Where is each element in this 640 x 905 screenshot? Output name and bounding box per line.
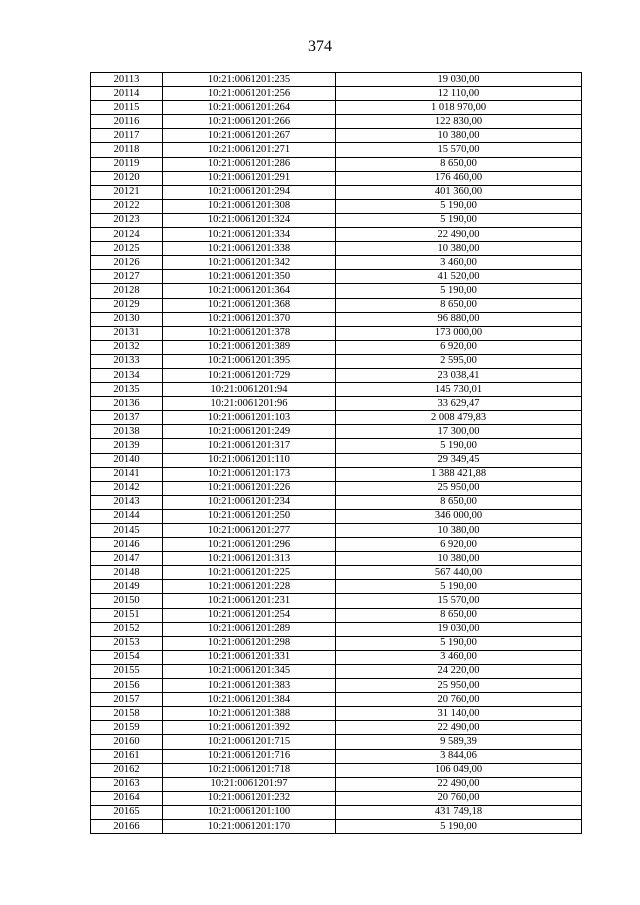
cadastral-value-cell: 33 629,47 bbox=[336, 397, 582, 411]
table-row bbox=[91, 453, 582, 467]
cadastral-value-cell: 9 589,39 bbox=[336, 735, 582, 749]
cadastral-number-cell: 10:21:0061201:384 bbox=[163, 693, 336, 707]
cadastral-value-cell: 20 760,00 bbox=[336, 791, 582, 805]
table-row bbox=[91, 524, 582, 538]
table-row bbox=[91, 608, 582, 622]
row-number-cell: 20132 bbox=[91, 340, 163, 354]
cadastral-number-cell: 10:21:0061201:392 bbox=[163, 721, 336, 735]
table-row bbox=[91, 425, 582, 439]
row-number-cell: 20157 bbox=[91, 693, 163, 707]
page-number: 374 bbox=[308, 38, 332, 55]
cadastral-value-cell: 3 460,00 bbox=[336, 256, 582, 270]
row-number-cell: 20131 bbox=[91, 326, 163, 340]
row-number-cell: 20162 bbox=[91, 763, 163, 777]
table-row bbox=[91, 693, 582, 707]
cadastral-number-cell: 10:21:0061201:716 bbox=[163, 749, 336, 763]
cadastral-number-cell: 10:21:0061201:94 bbox=[163, 383, 336, 397]
row-number-cell: 20154 bbox=[91, 650, 163, 664]
cadastral-value-cell: 2 008 479,83 bbox=[336, 411, 582, 425]
row-number-cell: 20121 bbox=[91, 185, 163, 199]
row-number-cell: 20160 bbox=[91, 735, 163, 749]
cadastral-number-cell: 10:21:0061201:289 bbox=[163, 622, 336, 636]
table-row bbox=[91, 749, 582, 763]
row-number-cell: 20140 bbox=[91, 453, 163, 467]
cadastral-value-cell: 106 049,00 bbox=[336, 763, 582, 777]
cadastral-value-cell: 8 650,00 bbox=[336, 495, 582, 509]
cadastral-value-cell: 5 190,00 bbox=[336, 580, 582, 594]
cadastral-number-cell: 10:21:0061201:250 bbox=[163, 509, 336, 523]
row-number-cell: 20161 bbox=[91, 749, 163, 763]
table-row bbox=[91, 777, 582, 791]
cadastral-number-cell: 10:21:0061201:96 bbox=[163, 397, 336, 411]
cadastral-number-cell: 10:21:0061201:100 bbox=[163, 805, 336, 819]
table-row bbox=[91, 115, 582, 129]
cadastral-number-cell: 10:21:0061201:232 bbox=[163, 791, 336, 805]
row-number-cell: 20144 bbox=[91, 509, 163, 523]
cadastral-value-cell: 5 190,00 bbox=[336, 439, 582, 453]
row-number-cell: 20147 bbox=[91, 552, 163, 566]
cadastral-number-cell: 10:21:0061201:342 bbox=[163, 256, 336, 270]
table-row bbox=[91, 143, 582, 157]
row-number-cell: 20118 bbox=[91, 143, 163, 157]
cadastral-value-cell: 8 650,00 bbox=[336, 298, 582, 312]
cadastral-value-cell: 15 570,00 bbox=[336, 594, 582, 608]
cadastral-value-cell: 25 950,00 bbox=[336, 481, 582, 495]
cadastral-value-cell: 6 920,00 bbox=[336, 538, 582, 552]
row-number-cell: 20164 bbox=[91, 791, 163, 805]
cadastral-value-cell: 3 844,06 bbox=[336, 749, 582, 763]
row-number-cell: 20133 bbox=[91, 354, 163, 368]
row-number-cell: 20153 bbox=[91, 636, 163, 650]
cadastral-value-cell: 5 190,00 bbox=[336, 213, 582, 227]
row-number-cell: 20142 bbox=[91, 481, 163, 495]
table-row bbox=[91, 594, 582, 608]
cadastral-value-cell: 20 760,00 bbox=[336, 693, 582, 707]
cadastral-number-cell: 10:21:0061201:173 bbox=[163, 467, 336, 481]
cadastral-number-cell: 10:21:0061201:378 bbox=[163, 326, 336, 340]
row-number-cell: 20151 bbox=[91, 608, 163, 622]
cadastral-value-cell: 24 220,00 bbox=[336, 664, 582, 678]
row-number-cell: 20129 bbox=[91, 298, 163, 312]
table-row bbox=[91, 679, 582, 693]
cadastral-value-cell: 29 349,45 bbox=[336, 453, 582, 467]
row-number-cell: 20125 bbox=[91, 242, 163, 256]
cadastral-value-cell: 2 595,00 bbox=[336, 354, 582, 368]
table-row bbox=[91, 552, 582, 566]
row-number-cell: 20150 bbox=[91, 594, 163, 608]
row-number-cell: 20113 bbox=[91, 73, 163, 87]
table-row bbox=[91, 439, 582, 453]
cadastral-value-cell: 22 490,00 bbox=[336, 228, 582, 242]
cadastral-number-cell: 10:21:0061201:395 bbox=[163, 354, 336, 368]
table-row bbox=[91, 538, 582, 552]
cadastral-value-cell: 19 030,00 bbox=[336, 622, 582, 636]
row-number-cell: 20148 bbox=[91, 566, 163, 580]
cadastral-value-cell: 17 300,00 bbox=[336, 425, 582, 439]
cadastral-number-cell: 10:21:0061201:286 bbox=[163, 157, 336, 171]
row-number-cell: 20120 bbox=[91, 171, 163, 185]
table-row bbox=[91, 650, 582, 664]
cadastral-value-cell: 10 380,00 bbox=[336, 552, 582, 566]
cadastral-number-cell: 10:21:0061201:228 bbox=[163, 580, 336, 594]
cadastral-number-cell: 10:21:0061201:264 bbox=[163, 101, 336, 115]
cadastral-number-cell: 10:21:0061201:256 bbox=[163, 87, 336, 101]
row-number-cell: 20135 bbox=[91, 383, 163, 397]
cadastral-number-cell: 10:21:0061201:267 bbox=[163, 129, 336, 143]
cadastral-value-cell: 5 190,00 bbox=[336, 636, 582, 650]
table-row bbox=[91, 467, 582, 481]
table-row bbox=[91, 495, 582, 509]
row-number-cell: 20138 bbox=[91, 425, 163, 439]
table-row bbox=[91, 735, 582, 749]
cadastral-number-cell: 10:21:0061201:266 bbox=[163, 115, 336, 129]
row-number-cell: 20146 bbox=[91, 538, 163, 552]
table-row bbox=[91, 213, 582, 227]
table-row bbox=[91, 763, 582, 777]
cadastral-number-cell: 10:21:0061201:226 bbox=[163, 481, 336, 495]
row-number-cell: 20123 bbox=[91, 213, 163, 227]
cadastral-value-cell: 8 650,00 bbox=[336, 608, 582, 622]
cadastral-number-cell: 10:21:0061201:317 bbox=[163, 439, 336, 453]
cadastral-value-cell: 10 380,00 bbox=[336, 129, 582, 143]
cadastral-value-cell: 5 190,00 bbox=[336, 819, 582, 833]
cadastral-value-cell: 3 460,00 bbox=[336, 650, 582, 664]
cadastral-value-cell: 31 140,00 bbox=[336, 707, 582, 721]
cadastral-value-cell: 1 388 421,88 bbox=[336, 467, 582, 481]
cadastral-number-cell: 10:21:0061201:324 bbox=[163, 213, 336, 227]
cadastral-number-cell: 10:21:0061201:364 bbox=[163, 284, 336, 298]
cadastral-number-cell: 10:21:0061201:345 bbox=[163, 664, 336, 678]
cadastral-number-cell: 10:21:0061201:729 bbox=[163, 368, 336, 382]
cadastral-number-cell: 10:21:0061201:368 bbox=[163, 298, 336, 312]
row-number-cell: 20163 bbox=[91, 777, 163, 791]
cadastral-number-cell: 10:21:0061201:350 bbox=[163, 270, 336, 284]
cadastral-value-cell: 8 650,00 bbox=[336, 157, 582, 171]
table-row bbox=[91, 185, 582, 199]
table-row bbox=[91, 101, 582, 115]
row-number-cell: 20149 bbox=[91, 580, 163, 594]
table-row bbox=[91, 580, 582, 594]
table-row bbox=[91, 368, 582, 382]
cadastral-value-cell: 6 920,00 bbox=[336, 340, 582, 354]
table-row bbox=[91, 664, 582, 678]
table-row bbox=[91, 284, 582, 298]
cadastral-value-cell: 145 730,01 bbox=[336, 383, 582, 397]
table-row bbox=[91, 481, 582, 495]
row-number-cell: 20158 bbox=[91, 707, 163, 721]
cadastral-number-cell: 10:21:0061201:715 bbox=[163, 735, 336, 749]
table-row bbox=[91, 509, 582, 523]
cadastral-number-cell: 10:21:0061201:338 bbox=[163, 242, 336, 256]
table-body bbox=[91, 73, 582, 834]
row-number-cell: 20143 bbox=[91, 495, 163, 509]
table-row bbox=[91, 73, 582, 87]
table-row bbox=[91, 411, 582, 425]
cadastral-value-cell: 23 038,41 bbox=[336, 368, 582, 382]
cadastral-value-cell: 431 749,18 bbox=[336, 805, 582, 819]
row-number-cell: 20166 bbox=[91, 819, 163, 833]
cadastral-number-cell: 10:21:0061201:231 bbox=[163, 594, 336, 608]
row-number-cell: 20137 bbox=[91, 411, 163, 425]
cadastral-number-cell: 10:21:0061201:254 bbox=[163, 608, 336, 622]
table-row bbox=[91, 298, 582, 312]
table-row bbox=[91, 171, 582, 185]
table-row bbox=[91, 354, 582, 368]
cadastral-value-cell: 567 440,00 bbox=[336, 566, 582, 580]
cadastral-number-cell: 10:21:0061201:389 bbox=[163, 340, 336, 354]
cadastral-value-cell: 5 190,00 bbox=[336, 284, 582, 298]
cadastral-number-cell: 10:21:0061201:277 bbox=[163, 524, 336, 538]
table-row bbox=[91, 270, 582, 284]
cadastral-number-cell: 10:21:0061201:97 bbox=[163, 777, 336, 791]
row-number-cell: 20165 bbox=[91, 805, 163, 819]
row-number-cell: 20155 bbox=[91, 664, 163, 678]
table-row bbox=[91, 819, 582, 833]
cadastral-value-cell: 401 360,00 bbox=[336, 185, 582, 199]
row-number-cell: 20116 bbox=[91, 115, 163, 129]
row-number-cell: 20128 bbox=[91, 284, 163, 298]
cadastral-value-cell: 346 000,00 bbox=[336, 509, 582, 523]
cadastral-value-cell: 25 950,00 bbox=[336, 679, 582, 693]
cadastral-number-cell: 10:21:0061201:334 bbox=[163, 228, 336, 242]
cadastral-value-cell: 122 830,00 bbox=[336, 115, 582, 129]
cadastral-value-cell: 41 520,00 bbox=[336, 270, 582, 284]
cadastral-value-cell: 12 110,00 bbox=[336, 87, 582, 101]
table-row bbox=[91, 256, 582, 270]
table-row bbox=[91, 383, 582, 397]
cadastral-number-cell: 10:21:0061201:308 bbox=[163, 199, 336, 213]
row-number-cell: 20119 bbox=[91, 157, 163, 171]
cadastral-value-cell: 1 018 970,00 bbox=[336, 101, 582, 115]
table-row bbox=[91, 397, 582, 411]
cadastral-number-cell: 10:21:0061201:370 bbox=[163, 312, 336, 326]
cadastral-value-cell: 10 380,00 bbox=[336, 524, 582, 538]
cadastral-value-cell: 173 000,00 bbox=[336, 326, 582, 340]
row-number-cell: 20127 bbox=[91, 270, 163, 284]
table-row bbox=[91, 566, 582, 580]
table-row bbox=[91, 199, 582, 213]
row-number-cell: 20139 bbox=[91, 439, 163, 453]
cadastral-value-cell: 96 880,00 bbox=[336, 312, 582, 326]
row-number-cell: 20130 bbox=[91, 312, 163, 326]
cadastral-value-cell: 176 460,00 bbox=[336, 171, 582, 185]
cadastral-number-cell: 10:21:0061201:718 bbox=[163, 763, 336, 777]
table-row bbox=[91, 228, 582, 242]
cadastral-number-cell: 10:21:0061201:235 bbox=[163, 73, 336, 87]
cadastral-number-cell: 10:21:0061201:331 bbox=[163, 650, 336, 664]
cadastral-number-cell: 10:21:0061201:170 bbox=[163, 819, 336, 833]
row-number-cell: 20122 bbox=[91, 199, 163, 213]
cadastral-number-cell: 10:21:0061201:294 bbox=[163, 185, 336, 199]
cadastral-value-cell: 10 380,00 bbox=[336, 242, 582, 256]
table-row bbox=[91, 791, 582, 805]
row-number-cell: 20159 bbox=[91, 721, 163, 735]
table-row bbox=[91, 326, 582, 340]
row-number-cell: 20136 bbox=[91, 397, 163, 411]
row-number-cell: 20115 bbox=[91, 101, 163, 115]
table-row bbox=[91, 129, 582, 143]
row-number-cell: 20145 bbox=[91, 524, 163, 538]
cadastral-number-cell: 10:21:0061201:388 bbox=[163, 707, 336, 721]
table-row bbox=[91, 636, 582, 650]
row-number-cell: 20152 bbox=[91, 622, 163, 636]
cadastral-number-cell: 10:21:0061201:383 bbox=[163, 679, 336, 693]
row-number-cell: 20114 bbox=[91, 87, 163, 101]
row-number-cell: 20117 bbox=[91, 129, 163, 143]
table-row bbox=[91, 805, 582, 819]
table-row bbox=[91, 157, 582, 171]
cadastral-number-cell: 10:21:0061201:298 bbox=[163, 636, 336, 650]
cadastral-value-cell: 5 190,00 bbox=[336, 199, 582, 213]
table-row bbox=[91, 87, 582, 101]
cadastral-value-table bbox=[90, 72, 582, 834]
row-number-cell: 20124 bbox=[91, 228, 163, 242]
row-number-cell: 20156 bbox=[91, 679, 163, 693]
cadastral-number-cell: 10:21:0061201:313 bbox=[163, 552, 336, 566]
cadastral-value-cell: 15 570,00 bbox=[336, 143, 582, 157]
row-number-cell: 20134 bbox=[91, 368, 163, 382]
table-row bbox=[91, 622, 582, 636]
table-row bbox=[91, 721, 582, 735]
table-row bbox=[91, 312, 582, 326]
table-row bbox=[91, 707, 582, 721]
cadastral-number-cell: 10:21:0061201:296 bbox=[163, 538, 336, 552]
cadastral-number-cell: 10:21:0061201:249 bbox=[163, 425, 336, 439]
cadastral-number-cell: 10:21:0061201:103 bbox=[163, 411, 336, 425]
cadastral-value-cell: 22 490,00 bbox=[336, 721, 582, 735]
cadastral-number-cell: 10:21:0061201:234 bbox=[163, 495, 336, 509]
table-row bbox=[91, 242, 582, 256]
table-row bbox=[91, 340, 582, 354]
cadastral-number-cell: 10:21:0061201:271 bbox=[163, 143, 336, 157]
row-number-cell: 20126 bbox=[91, 256, 163, 270]
cadastral-number-cell: 10:21:0061201:110 bbox=[163, 453, 336, 467]
cadastral-number-cell: 10:21:0061201:291 bbox=[163, 171, 336, 185]
cadastral-value-cell: 22 490,00 bbox=[336, 777, 582, 791]
row-number-cell: 20141 bbox=[91, 467, 163, 481]
cadastral-value-cell: 19 030,00 bbox=[336, 73, 582, 87]
cadastral-number-cell: 10:21:0061201:225 bbox=[163, 566, 336, 580]
